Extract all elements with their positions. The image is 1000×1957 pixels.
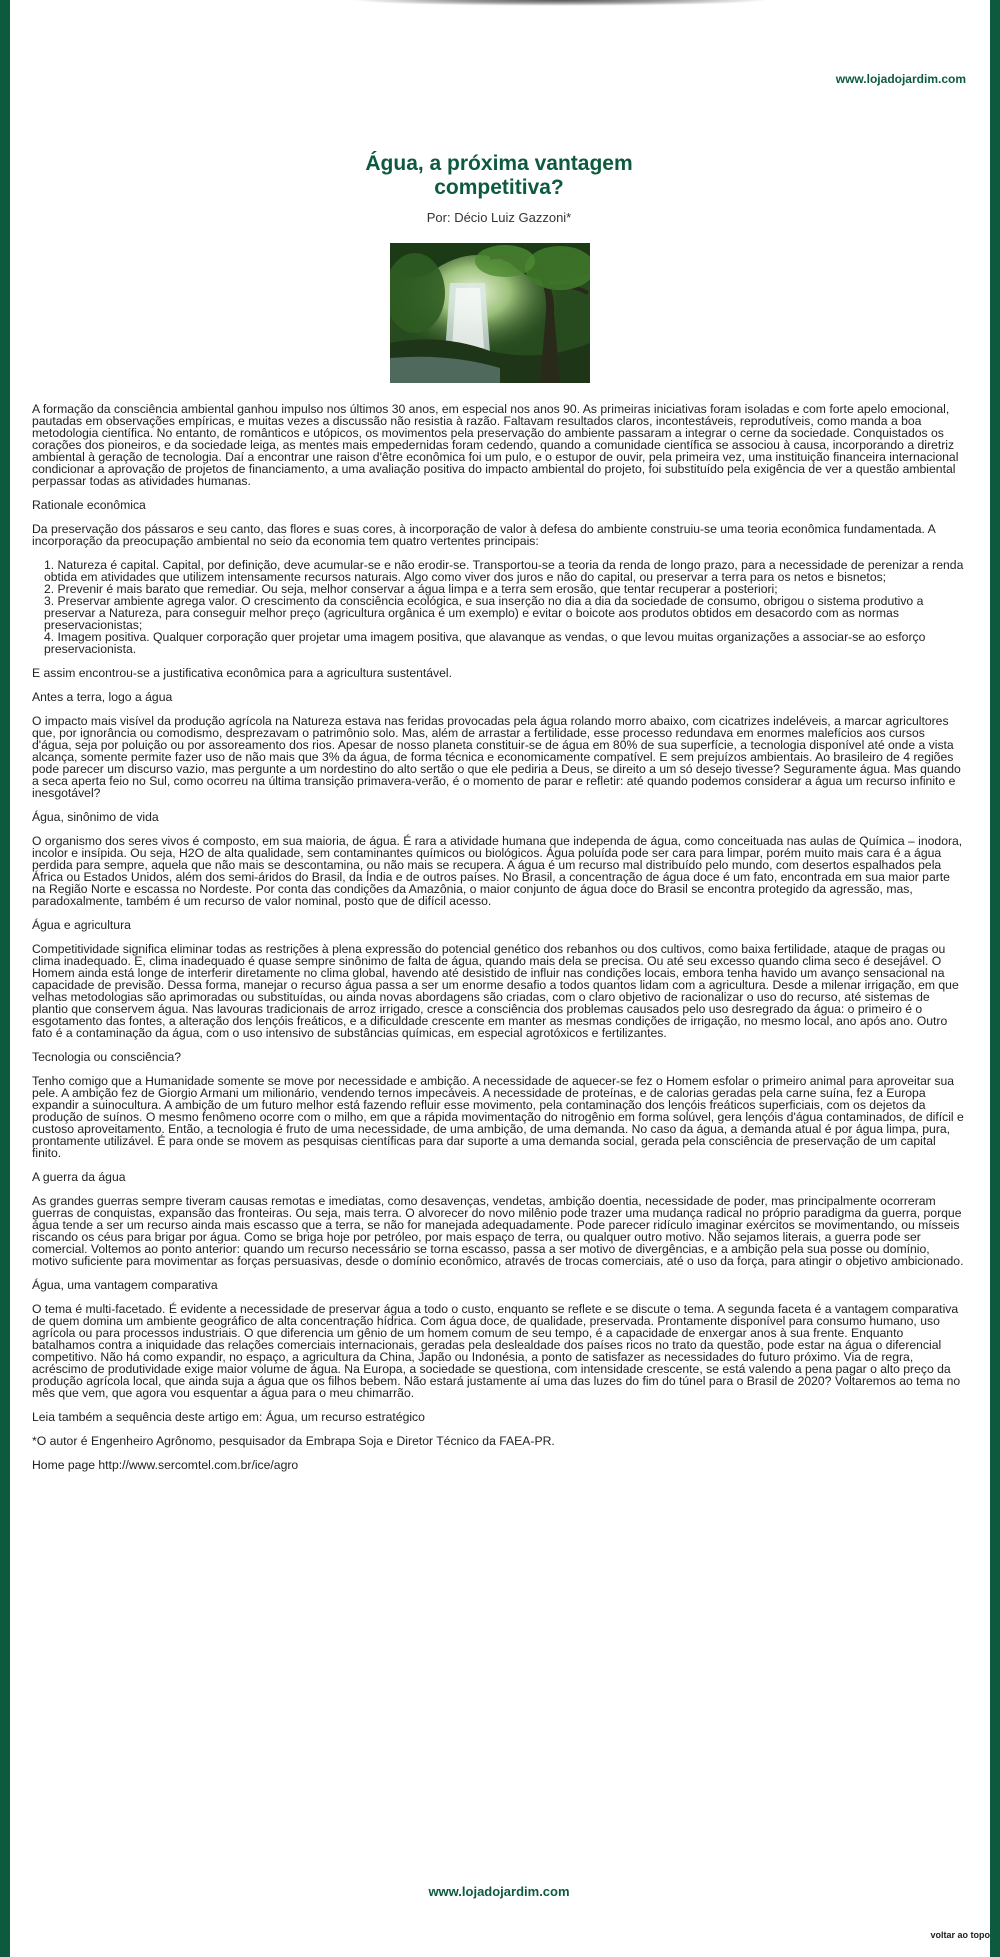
section-heading: Água e agricultura [32,918,131,932]
list-item: 1. Natureza é capital. Capital, por definição, deve acumular-se e não erodir-se. Transportou-se a teoria da renda de longo prazo, para a necessidade de perenizar a renda obtida em atividades que utilizem intensamente recursos naturais. Algo como viver dos juros e não do capital, ou preservar a terra para os netos e bisnetos; [44,558,964,584]
section-heading: Antes a terra, logo a água [32,690,173,704]
list-item: 2. Prevenir é mais barato que remediar. Ou seja, melhor conservar a água limpa e a terra sem erosão, que tentar recuperar a posteriori; [44,582,778,596]
paragraph: O impacto mais visível da produção agrícola na Natureza estava nas feridas provocadas pela água rolando morro abaixo, com cicatrizes indeléveis, a marcar agricultores que, por ignorância ou comodismo, desprezavam o patrimônio solo. Mas, além de arrastar a fertilidade, esse processo redundava em enormes malefícios aos cursos d'água, seja por poluição ou por assoreamento dos rios. Apesar de nosso planeta constituir-se de água em 80% de sua superfície, a tecnologia disponível até onde a vista alcança, somente permite fazer uso de não mais que 3% da água, de forma técnica e economicamente compatível. E sem prejuízos ambientais. Ao brasileiro de 4 regiões pode parecer um discurso vazio, mas pergunte a um nordestino do alto sertão o que ele pediria a Deus, se direito a um só desejo tivesse? Seguramente água. Mas quando a seca aperta feio no Sul, como ocorreu na última transição primavera-verão, é o momento de parar e refletir: até quando podemos considerar a água um recurso infinito e inesgotável? [32,714,961,800]
related-article-link[interactable]: Leia também a sequência deste artigo em: Água, um recurso estratégico [32,1410,425,1424]
article-body [32,403,966,1483]
byline: Por: Décio Luiz Gazzoni* [426,210,572,225]
site-link-top[interactable]: www.lojadojardim.com [835,72,966,86]
title-line-1: Água, a próxima vantagem [365,152,633,175]
section-heading: Rationale econômica [32,498,146,512]
section-heading: Água, uma vantagem comparativa [32,1278,218,1292]
list-item: 4. Imagem positiva. Qualquer corporação quer projetar uma imagem positiva, que alavanque as vendas, o que levou muitas organizações a associar-se ao esforço preservacionista. [44,630,926,656]
article-title [32,152,966,200]
paragraph: O organismo dos seres vivos é composto, em sua maioria, de água. É rara a atividade humana que independa de água, como conceituada nas aulas de Química – inodora, incolor e insípida. Ou seja, H2O de alta qualidade, sem contaminantes químicos ou biológicos. Água poluída pode ser cara para limpar, porém muito mais cara é a água perdida para sempre, aquela que não mais se descontamina, ou não mais se recupera. A água é um recurso mal distribuído pelo mundo, com desertos espalhados pela África ou Estados Unidos, além dos semi-áridos do Brasil, da Índia e de outros países. No Brasil, a concentração de água doce é um fato, encontrada em sua maior parte na Região Norte e escassa no Nordeste. Por conta das condições da Amazônia, o maior conjunto de água doce do Brasil se encontra protegido da agressão, mas, paradoxalmente, também é um recurso de valor nominal, posto que de difícil acesso. [32,834,963,908]
section-heading: Água, sinônimo de vida [32,810,159,824]
top-shadow [350,0,770,6]
paragraph: Da preservação dos pássaros e seu canto, das flores e suas cores, à incorporação de valor à defesa do ambiente construiu-se uma teoria econômica fundamentada. A incorporação da preocupação ambiental no seio da economia tem quatro vertentes principais: [32,522,936,548]
paragraph: As grandes guerras sempre tiveram causas remotas e imediatas, como desavenças, vendetas, ambição doentia, necessidade de poder, mas principalmente ocorreram guerras de conquistas, expansão das fronteiras. Ou seja, mais terra. O alvorecer do novo milênio pode trazer uma mudança radical no próprio paradigma da guerra, porque água tende a ser um recurso ainda mais escasso que a terra, se não for manejada adequadamente. Pode parecer ridículo imaginar exércitos se movimentando, ou mísseis riscando os céus para brigar por água. Como se briga hoje por petróleo, por mais espaço de terra, ou qualquer outro motivo. Não sejamos literais, a guerra pode ser comercial. Voltemos ao ponto anterior: quando um recurso necessário se torna escasso, passa a ser motivo de divergências, e a ambição pela sua posse ou domínio, motivo suficiente para movimentar as forças persuasivas, desde o domínio econômico, através de trocas comerciais, até o uso da força, para atingir o objetivo ambicionado. [32,1194,964,1268]
title-line-2: competitiva? [434,176,564,199]
paragraph: Tenho comigo que a Humanidade somente se move por necessidade e ambição. A necessidade de aquecer-se fez o Homem esfolar o primeiro animal para aproveitar sua pele. A ambição fez de Giorgio Armani um milionário, vendendo ternos impecáveis. A necessidade de proteínas, e de calorias geradas pela carne suína, fez a Europa expandir a suinocultura. A ambição de um futuro melhor está fazendo refluir esse movimento, pela contaminação dos lençóis freáticos superficiais, com os dejetos da produção de suínos. O mesmo fenômeno ocorre com o milho, em que a rápida movimentação do nitrogênio em forma solúvel, gera lençóis d'água contaminados, de difícil e custoso aproveitamento. Então, a tecnologia é fruto de uma necessidade, de uma ambição, de uma demanda. No caso da água, a demanda atual é por água limpa, pura, prontamente utilizável. É para onde se movem as pesquisas científicas para dar suporte a uma demanda social, gerada pela consciência de preservação de um capital finito. [32,1074,964,1160]
list-item: 3. Preservar ambiente agrega valor. O crescimento da consciência ecológica, e sua inserção no dia a dia da sociedade de consumo, obrigou o sistema produtivo a preservar a Natureza, para conseguir melhor preço (agricultura orgânica é um exemplo) e evitar o boicote aos produtos obtidos em desacordo com as normas preservacionistas; [44,594,924,632]
paragraph: O tema é multi-facetado. É evidente a necessidade de preservar água a todo o custo, enquanto se reflete e se discute o tema. A segunda faceta é a vantagem comparativa de quem domina um ambiente geográfico de alta concentração hídrica. Com água doce, de qualidade, preservada. Prontamente disponível para consumo humano, uso agrícola ou para processos industriais. O que diferencia um gênio de um homem comum de seu tempo, é a capacidade de enxergar anos à sua frente. Enquanto batalhamos contra a iniquidade das relações comerciais internacionais, geradas pela deslealdade dos países ricos no trato da questão, pode estar na água o diferencial competitivo. Não há como expandir, no espaço, a agricultura da China, Japão ou Indonésia, a ponto de satisfazer as necessidades do futuro próximo. Via de regra, acréscimo de produtividade exige maior volume de água. Na Europa, a sociedade se questiona, com intensidade crescente, se está valendo a pena pagar o alto preço da produção agrícola local, que ainda suja a água que os filhos bebem. Não estará justamente aí uma das luzes do fim do túnel para o Brasil de 2020? Voltaremos ao tema no mês que vem, que agora vou esquentar a água para o meu chimarrão. [32,1302,961,1400]
paragraph: A formação da consciência ambiental ganhou impulso nos últimos 30 anos, em especial nos anos 90. As primeiras iniciativas foram isoladas e com forte apelo emocional, pautadas em observações empíricas, e muitas vezes a discussão não resistia à razão. Faltavam resultados claros, incontestáveis, reprodutíveis, como manda a boa metodologia científica. No entanto, de românticos e utópicos, os movimentos pela preservação do ambiente passaram a integrar o cerne da sociedade. Conquistados os corações dos pioneiros, e da sociedade leiga, as mentes mais empedernidas foram cedendo, quando a comunidade científica se associou à causa, incorporando a diretriz ambiental à geração de tecnologia. Daí a encontrar une raison d'être econômica foi um pulo, e o estupor de ouvir, pela primeira vez, uma instituição financeira internacional condicionar a aprovação de projetos de financiamento, a uma avaliação positiva do impacto ambiental do projeto, foi substituído pela exigência de ver a questão ambiental perpassar todas as atividades humanas. [32,402,959,488]
section-heading: A guerra da água [32,1170,126,1184]
right-border [990,0,1000,1957]
back-to-top-link[interactable]: voltar ao topo [930,1930,990,1940]
home-page-link[interactable]: Home page http://www.sercomtel.com.br/ice/agro [32,1458,299,1472]
section-heading: Tecnologia ou consciência? [32,1050,182,1064]
left-border [0,0,10,1957]
author-note: *O autor é Engenheiro Agrônomo, pesquisador da Embrapa Soja e Diretor Técnico da FAEA-PR. [32,1434,555,1448]
waterfall-forest-image [390,243,590,383]
paragraph: E assim encontrou-se a justificativa econômica para a agricultura sustentável. [32,666,452,680]
paragraph: Competitividade significa eliminar todas as restrições à plena expressão do potencial genético dos rebanhos ou dos cultivos, como baixa fertilidade, ataque de pragas ou clima inadequado. E, clima inadequado é quase sempre sinônimo de falta de água, quando mais dela se precisa. Ou até seu excesso quando clima seco é desejável. O Homem ainda está longe de interferir diretamente no clima global, havendo até desistido de influir nas condições locais, embora tenha havido um avanço sensacional na capacidade de previsão. Dessa forma, manejar o recurso água passa a ser um enorme desafio a todos quantos lidam com a agricultura. Desde a milenar irrigação, em que velhas metodologias são aprimoradas ou substituídas, ou ainda novas abordagens são criadas, com o claro objetivo de racionalizar o uso do recurso, até sistemas de plantio que conservem água. Nas lavouras tradicionais de arroz irrigado, cresce a consciência dos problemas causados pelo uso desregrado da água: o primeiro é o esgotamento das fontes, a alteração dos lençóis freáticos, e a dificuldade crescente em manter as mesmas condições de irrigação, no mesmo local, ano após ano. Outro fato é a contaminação da água, com o uso intensivo de substâncias químicas, em especial agrotóxicos e fertilizantes. [32,942,959,1040]
site-link-bottom[interactable]: www.lojadojardim.com [428,1884,570,1899]
